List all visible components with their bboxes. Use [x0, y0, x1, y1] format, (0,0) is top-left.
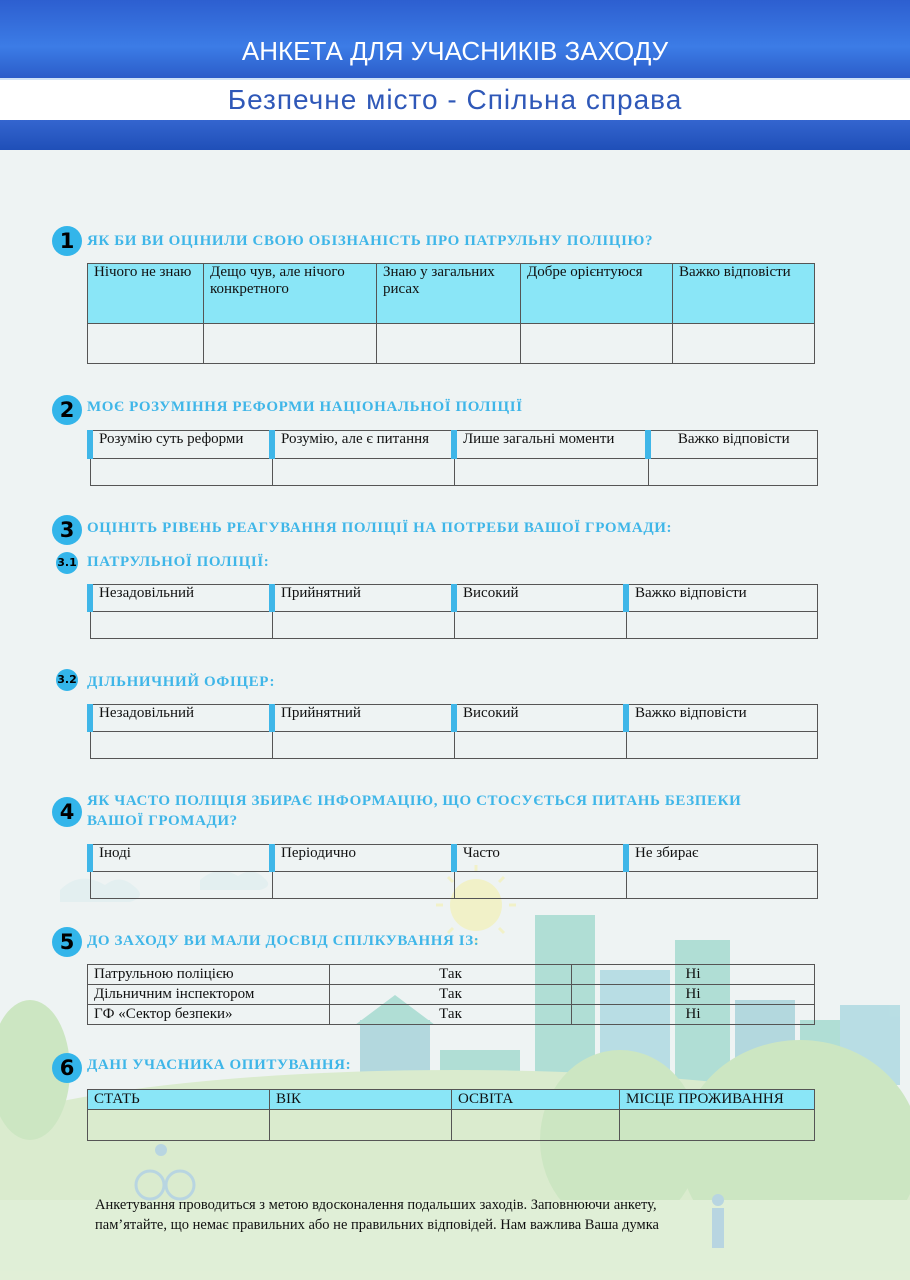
q4-option: Не збирає	[626, 845, 817, 872]
q5-row-label: ГФ «Сектор безпеки»	[88, 1005, 330, 1025]
subtitle-strip	[0, 80, 910, 120]
question-3-number: 3	[52, 515, 82, 545]
q2-option: Розумію суть реформи	[90, 431, 272, 459]
q1-option: Дещо чув, але нічого конкретного	[204, 264, 377, 324]
q2-option: Важко відповісти	[648, 431, 817, 459]
q3-1-answer-cell[interactable]	[272, 612, 454, 639]
q3-2-option: Важко відповісти	[626, 705, 817, 732]
question-4-table	[87, 844, 818, 899]
header-banner	[0, 0, 910, 80]
question-6-table	[87, 1089, 815, 1141]
q4-option: Періодично	[272, 845, 454, 872]
q5-no-option[interactable]: Ні	[572, 985, 815, 1005]
q2-answer-cell[interactable]	[272, 459, 454, 486]
question-3-1-number: 3.1	[56, 552, 78, 574]
q2-answer-cell[interactable]	[648, 459, 817, 486]
question-6-text: ДАНІ УЧАСНИКА ОПИТУВАННЯ:	[87, 1057, 352, 1073]
q1-option: Добре орієнтуюся	[521, 264, 673, 324]
q3-2-option: Високий	[454, 705, 626, 732]
q6-column-header: ВІК	[270, 1090, 452, 1110]
q4-option: Часто	[454, 845, 626, 872]
question-3-1-text: ПАТРУЛЬНОЇ ПОЛІЦІЇ:	[87, 554, 270, 570]
q4-answer-cell[interactable]	[90, 872, 272, 899]
footer-line-1: Анкетування проводиться з метою вдосконалення подальших заходів. Заповнюючи анкету,	[95, 1197, 657, 1213]
q5-yes-option[interactable]: Так	[330, 985, 572, 1005]
q3-1-option: Прийнятний	[272, 585, 454, 612]
question-3-text: ОЦІНІТЬ РІВЕНЬ РЕАГУВАННЯ ПОЛІЦІЇ НА ПОТРЕБИ ВАШОЇ ГРОМАДИ:	[87, 520, 673, 536]
q3-1-answer-cell[interactable]	[626, 612, 817, 639]
question-3-2-number: 3.2	[56, 669, 78, 691]
question-2-table	[87, 430, 818, 486]
form-title: АНКЕТА ДЛЯ УЧАСНИКІВ ЗАХОДУ	[241, 36, 669, 66]
q3-2-answer-cell[interactable]	[626, 732, 817, 759]
q3-2-option: Прийнятний	[272, 705, 454, 732]
form-subtitle: Безпечне місто - Спільна справа	[227, 84, 683, 115]
question-5-text: ДО ЗАХОДУ ВИ МАЛИ ДОСВІД СПІЛКУВАННЯ ІЗ:	[87, 933, 480, 949]
footer-line-2: пам’ятайте, що немає правильних або не правильних відповідей. Нам важлива Ваша думка	[95, 1217, 659, 1233]
q1-answer-cell[interactable]	[377, 324, 521, 364]
question-1-table	[87, 263, 815, 364]
q3-1-option: Важко відповісти	[626, 585, 817, 612]
question-3-1-table	[87, 584, 818, 639]
q6-answer-cell[interactable]	[620, 1110, 815, 1141]
question-2-text: МОЄ РОЗУМІННЯ РЕФОРМИ НАЦІОНАЛЬНОЇ ПОЛІЦІЇ	[87, 399, 523, 415]
footer-note	[95, 1195, 735, 1235]
q5-yes-option[interactable]: Так	[330, 1005, 572, 1025]
q3-2-option: Незадовільний	[90, 705, 272, 732]
q2-option: Лише загальні моменти	[454, 431, 648, 459]
question-5-number: 5	[52, 927, 82, 957]
q4-option: Іноді	[90, 845, 272, 872]
q5-row-label: Дільничним інспектором	[88, 985, 330, 1005]
q6-answer-cell[interactable]	[452, 1110, 620, 1141]
q1-answer-cell[interactable]	[673, 324, 815, 364]
q4-answer-cell[interactable]	[272, 872, 454, 899]
q1-answer-cell[interactable]	[204, 324, 377, 364]
question-6-number: 6	[52, 1053, 82, 1083]
q5-no-option[interactable]: Ні	[572, 965, 815, 985]
q3-1-answer-cell[interactable]	[90, 612, 272, 639]
q5-row-label: Патрульною поліцією	[88, 965, 330, 985]
q3-2-answer-cell[interactable]	[272, 732, 454, 759]
question-4-text-line1: ЯК ЧАСТО ПОЛІЦІЯ ЗБИРАЄ ІНФОРМАЦІЮ, ЩО СТОСУЄТЬСЯ ПИТАНЬ БЕЗПЕКИ	[87, 793, 742, 809]
q1-option: Важко відповісти	[673, 264, 815, 324]
q3-2-answer-cell[interactable]	[454, 732, 626, 759]
q1-option: Нічого не знаю	[88, 264, 204, 324]
question-3-2-text: ДІЛЬНИЧНИЙ ОФІЦЕР:	[87, 674, 276, 690]
q2-answer-cell[interactable]	[454, 459, 648, 486]
q6-column-header: ОСВІТА	[452, 1090, 620, 1110]
q6-column-header: МІСЦЕ ПРОЖИВАННЯ	[620, 1090, 815, 1110]
q3-1-option: Незадовільний	[90, 585, 272, 612]
q6-answer-cell[interactable]	[88, 1110, 270, 1141]
question-4-number: 4	[52, 797, 82, 827]
q5-no-option[interactable]: Ні	[572, 1005, 815, 1025]
q3-1-answer-cell[interactable]	[454, 612, 626, 639]
q1-option: Знаю у загальних рисах	[377, 264, 521, 324]
question-1-number: 1	[52, 226, 82, 256]
question-2-number: 2	[52, 395, 82, 425]
q3-2-answer-cell[interactable]	[90, 732, 272, 759]
q6-column-header: СТАТЬ	[88, 1090, 270, 1110]
q2-answer-cell[interactable]	[90, 459, 272, 486]
q1-answer-cell[interactable]	[88, 324, 204, 364]
q6-answer-cell[interactable]	[270, 1110, 452, 1141]
question-4-text-line2: ВАШОЇ ГРОМАДИ?	[87, 813, 238, 829]
q1-answer-cell[interactable]	[521, 324, 673, 364]
q3-1-option: Високий	[454, 585, 626, 612]
q2-option: Розумію, але є питання	[272, 431, 454, 459]
q4-answer-cell[interactable]	[626, 872, 817, 899]
q5-yes-option[interactable]: Так	[330, 965, 572, 985]
q4-answer-cell[interactable]	[454, 872, 626, 899]
question-3-2-table	[87, 704, 818, 759]
header-band	[0, 120, 910, 150]
question-5-table	[87, 964, 815, 1025]
question-1-text: ЯК БИ ВИ ОЦІНИЛИ СВОЮ ОБІЗНАНІСТЬ ПРО ПАТРУЛЬНУ ПОЛІЦІЮ?	[87, 233, 654, 249]
